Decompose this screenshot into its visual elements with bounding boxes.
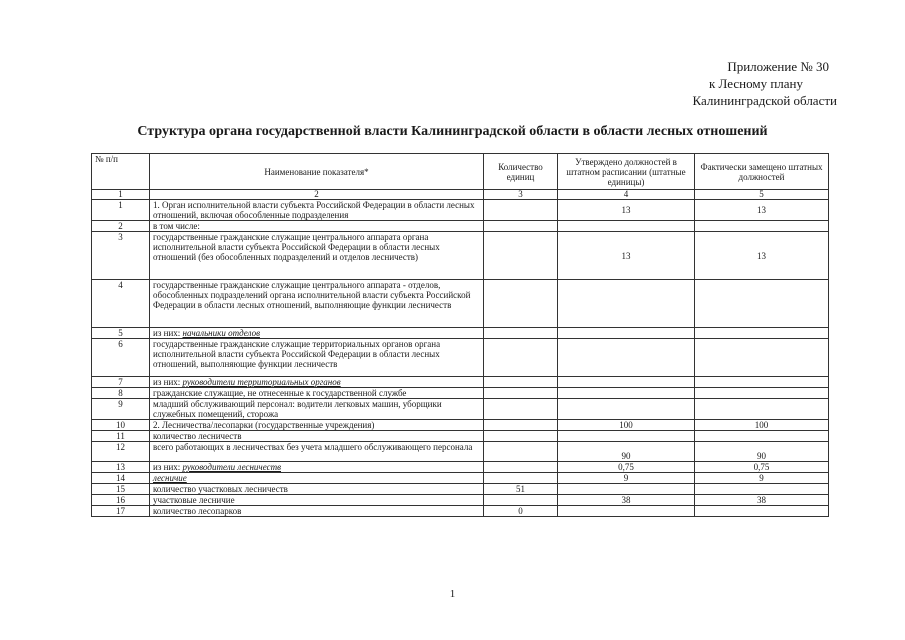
indicator-name: в том числе: xyxy=(150,221,484,232)
qty-cell xyxy=(484,377,558,388)
table-row xyxy=(92,420,829,431)
header-approved: Утверждено должностей в штатном расписании (штатные единицы) xyxy=(558,154,695,190)
qty-cell xyxy=(484,339,558,377)
actual-cell: 13 xyxy=(695,200,829,221)
actual-cell: 38 xyxy=(695,495,829,506)
qty-cell: 0 xyxy=(484,506,558,517)
indicator-italic: лесничие xyxy=(153,473,187,483)
column-number: 4 xyxy=(558,190,695,200)
actual-cell xyxy=(695,377,829,388)
indicator-name xyxy=(150,328,484,339)
approved-cell: 100 xyxy=(558,420,695,431)
row-number: 2 xyxy=(92,221,150,232)
row-number: 10 xyxy=(92,420,150,431)
actual-cell xyxy=(695,506,829,517)
table-row xyxy=(92,232,829,280)
indicator-name: количество участковых лесничеств xyxy=(150,484,484,495)
approved-cell: 13 xyxy=(558,232,695,280)
table-row xyxy=(92,388,829,399)
actual-cell xyxy=(695,339,829,377)
header-name: Наименование показателя* xyxy=(150,154,484,190)
column-number-row xyxy=(92,190,829,200)
column-number: 2 xyxy=(150,190,484,200)
row-number: 4 xyxy=(92,280,150,328)
indicator-name: количество лесопарков xyxy=(150,506,484,517)
table-row xyxy=(92,442,829,462)
approved-cell xyxy=(558,388,695,399)
qty-cell xyxy=(484,473,558,484)
row-number: 6 xyxy=(92,339,150,377)
page-number: 1 xyxy=(449,588,456,600)
qty-cell: 51 xyxy=(484,484,558,495)
column-number: 3 xyxy=(484,190,558,200)
approved-cell xyxy=(558,506,695,517)
table-row xyxy=(92,506,829,517)
actual-cell xyxy=(695,431,829,442)
qty-cell xyxy=(484,221,558,232)
indicator-name: государственные гражданские служащие территориальных органов органа исполнительной власти субъекта Российской Федерации в области лесных отношений, выполняющие функции лесничеств xyxy=(150,339,484,377)
approved-cell: 9 xyxy=(558,473,695,484)
actual-cell xyxy=(695,221,829,232)
approved-cell xyxy=(558,280,695,328)
indicator-name xyxy=(150,462,484,473)
table-row xyxy=(92,280,829,328)
indicator-name: младший обслуживающий персонал: водители легковых машин, уборщики служебных помещений, сторожа xyxy=(150,399,484,420)
row-number: 7 xyxy=(92,377,150,388)
row-number: 14 xyxy=(92,473,150,484)
row-number: 15 xyxy=(92,484,150,495)
qty-cell xyxy=(484,399,558,420)
row-number: 12 xyxy=(92,442,150,462)
table-row xyxy=(92,377,829,388)
structure-table xyxy=(91,153,829,517)
actual-cell xyxy=(695,388,829,399)
table-header-row xyxy=(92,154,829,190)
row-number: 9 xyxy=(92,399,150,420)
table-row xyxy=(92,431,829,442)
actual-cell: 0,75 xyxy=(695,462,829,473)
indicator-name xyxy=(150,473,484,484)
qty-cell xyxy=(484,200,558,221)
table-row xyxy=(92,221,829,232)
indicator-name: государственные гражданские служащие центрального аппарата - отделов, обособленных подразделений органа исполнительной власти субъекта Российской Федерации в области лесных отношений, выполняющие функции лесничеств xyxy=(150,280,484,328)
row-number: 16 xyxy=(92,495,150,506)
row-number: 5 xyxy=(92,328,150,339)
qty-cell xyxy=(484,328,558,339)
table-row xyxy=(92,484,829,495)
indicator-name: государственные гражданские служащие центрального аппарата органа исполнительной власти субъекта Российской Федерации в области лесных отношений (без обособленных подразделений и отделов лесничеств) xyxy=(150,232,484,280)
row-number: 11 xyxy=(92,431,150,442)
approved-cell: 38 xyxy=(558,495,695,506)
header-qty: Количество единиц xyxy=(484,154,558,190)
approved-cell: 0,75 xyxy=(558,462,695,473)
indicator-prefix: из них: xyxy=(153,462,183,472)
table-row xyxy=(92,200,829,221)
row-number: 8 xyxy=(92,388,150,399)
document-title: Структура органа государственной власти Калининградской области в области лесных отношений xyxy=(137,124,768,139)
approved-cell xyxy=(558,339,695,377)
approved-cell xyxy=(558,221,695,232)
table-row xyxy=(92,462,829,473)
qty-cell xyxy=(484,280,558,328)
approved-cell xyxy=(558,328,695,339)
indicator-name: участковые лесничие xyxy=(150,495,484,506)
qty-cell xyxy=(484,420,558,431)
approved-cell xyxy=(558,377,695,388)
indicator-name: количество лесничеств xyxy=(150,431,484,442)
indicator-italic: руководители территориальных органов xyxy=(182,377,341,387)
actual-cell xyxy=(695,328,829,339)
table-row xyxy=(92,495,829,506)
appendix-line-2: к Лесному плану xyxy=(708,76,803,91)
header-actual: Фактически замещено штатных должностей xyxy=(695,154,829,190)
actual-cell xyxy=(695,280,829,328)
approved-cell xyxy=(558,431,695,442)
actual-cell xyxy=(695,484,829,495)
indicator-name: 2. Лесничества/лесопарки (государственные учреждения) xyxy=(150,420,484,431)
indicator-italic: начальники отделов xyxy=(182,328,260,338)
indicator-name xyxy=(150,377,484,388)
approved-cell: 90 xyxy=(558,442,695,462)
actual-cell: 90 xyxy=(695,442,829,462)
qty-cell xyxy=(484,431,558,442)
appendix-block xyxy=(587,58,837,109)
indicator-prefix: из них: xyxy=(153,328,183,338)
qty-cell xyxy=(484,232,558,280)
qty-cell xyxy=(484,388,558,399)
appendix-line-3: Калининградской области xyxy=(692,93,837,108)
approved-cell xyxy=(558,484,695,495)
qty-cell xyxy=(484,462,558,473)
qty-cell xyxy=(484,442,558,462)
row-number: 1 xyxy=(92,200,150,221)
actual-cell: 13 xyxy=(695,232,829,280)
header-no: № п/п xyxy=(92,154,150,190)
appendix-line-1: Приложение № 30 xyxy=(727,59,829,74)
indicator-name: гражданские служащие, не отнесенные к государственной службе xyxy=(150,388,484,399)
table-row xyxy=(92,328,829,339)
table-row xyxy=(92,339,829,377)
approved-cell xyxy=(558,399,695,420)
qty-cell xyxy=(484,495,558,506)
indicator-italic: руководители лесничеств xyxy=(182,462,281,472)
row-number: 3 xyxy=(92,232,150,280)
actual-cell: 100 xyxy=(695,420,829,431)
actual-cell: 9 xyxy=(695,473,829,484)
column-number: 1 xyxy=(92,190,150,200)
indicator-name: всего работающих в лесничествах без учета младшего обслуживающего персонала xyxy=(150,442,484,462)
indicator-name: 1. Орган исполнительной власти субъекта Российской Федерации в области лесных отношений, включая обособленные подразделения xyxy=(150,200,484,221)
column-number: 5 xyxy=(695,190,829,200)
row-number: 13 xyxy=(92,462,150,473)
approved-cell: 13 xyxy=(558,200,695,221)
row-number: 17 xyxy=(92,506,150,517)
indicator-prefix: из них: xyxy=(153,377,183,387)
table-row xyxy=(92,473,829,484)
table-row xyxy=(92,399,829,420)
actual-cell xyxy=(695,399,829,420)
